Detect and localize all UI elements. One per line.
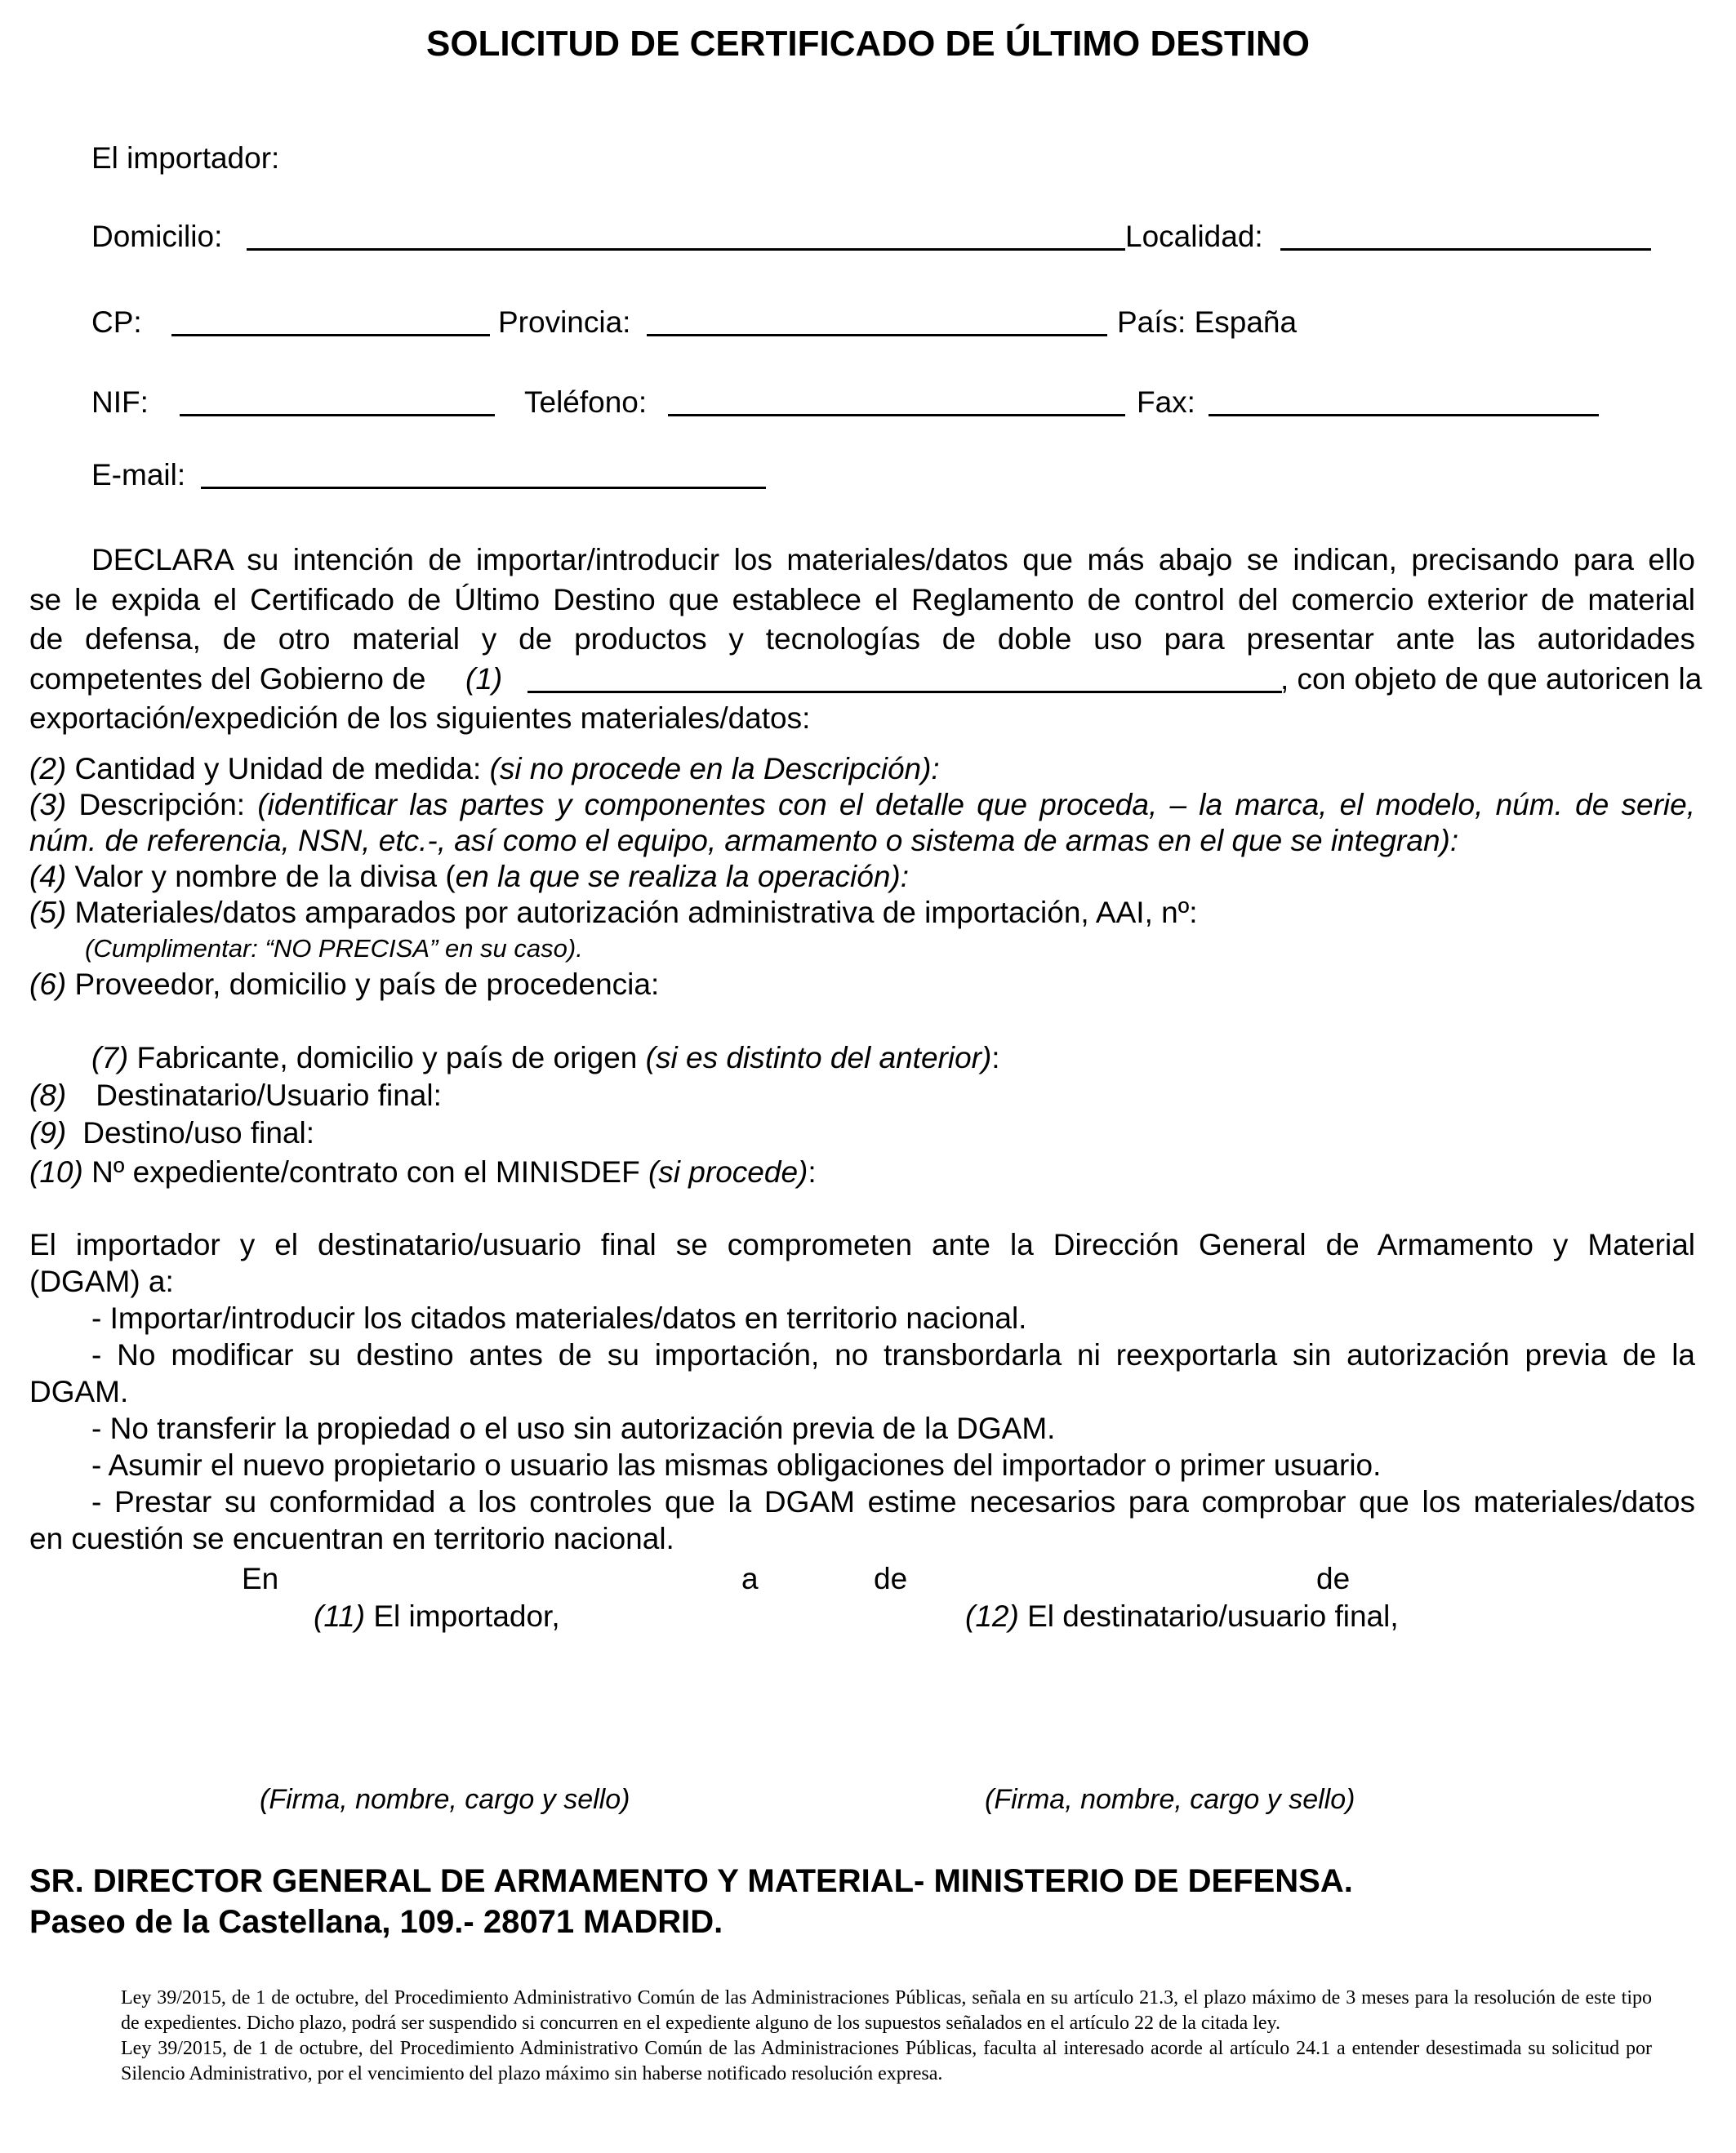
- commitment-intro: El importador y el destinatario/usuario final se comprometen ante la Dirección General de Armamento y Material: [29, 1228, 1695, 1261]
- commitment-1: - Importar/introducir los citados materiales/datos en territorio nacional.: [91, 1301, 1027, 1335]
- item-10: [29, 1154, 817, 1190]
- declaration: [29, 540, 1703, 739]
- commitments: [29, 1226, 1695, 1557]
- signature-label: El importador,: [365, 1599, 560, 1633]
- item-text: Destino/uso final:: [82, 1116, 315, 1150]
- item-colon: :: [991, 1041, 1000, 1074]
- legal-note-1: Ley 39/2015, de 1 de octubre, del Procedimiento Administrativo Común de las Administraciones Públicas, señala en su artículo 21.3, el plazo máximo de 3 meses para la resolución de este tipo de expedientes. Dicho plazo, podrá ser suspendido si concurren en el expediente alguno de los supuestos señalados en el artículo 22 de la citada ley.: [121, 1987, 1652, 2034]
- item-text: Fabricante, domicilio y país de origen: [128, 1041, 646, 1074]
- nif-label: NIF:: [91, 385, 149, 419]
- recipient-signature-label: [965, 1599, 1399, 1635]
- ref-1: (1): [465, 661, 503, 696]
- addressee: SR. DIRECTOR GENERAL DE ARMAMENTO Y MATERIAL- MINISTERIO DE DEFENSA.: [29, 1863, 1353, 1899]
- item-3: [29, 787, 1695, 859]
- item-num: (9): [29, 1116, 67, 1150]
- government-field[interactable]: [527, 691, 1282, 693]
- commitment-2: - No modificar su destino antes de su importación, no transbordarla ni reexportarla sin autorización previa de la: [91, 1338, 1695, 1372]
- legal-note-2: Ley 39/2015, de 1 de octubre, del Procedimiento Administrativo Común de las Administraciones Públicas, faculta al interesado acorde al artículo 24.1 a entender desestimada su solicitud por Silencio Administrativo, por el vencimiento del plazo máximo sin haberse notificado resolución expresa.: [121, 2038, 1652, 2084]
- commitment-intro-cont: (DGAM) a:: [29, 1265, 174, 1298]
- item-num: (10): [29, 1155, 83, 1189]
- item-7: [91, 1040, 1000, 1076]
- provincia-field[interactable]: [647, 334, 1107, 336]
- importer-label: El importador:: [91, 141, 280, 175]
- declaration-line-5: exportación/expedición de los siguientes materiales/datos:: [29, 701, 811, 735]
- commitment-5: - Prestar su conformidad a los controles que la DGAM estime necesarios para comprobar que los materiales/datos: [91, 1485, 1695, 1519]
- date-de-2: de: [1316, 1562, 1351, 1595]
- item-num: (7): [91, 1041, 129, 1074]
- item-text: Materiales/datos amparados por autorización administrativa de importación, AAI, nº:: [66, 896, 1198, 929]
- commitment-4: - Asumir el nuevo propietario o usuario las mismas obligaciones del importador o primer usuario.: [91, 1448, 1382, 1482]
- item-num: (3): [29, 788, 67, 821]
- domicilio-field[interactable]: [247, 248, 1125, 251]
- item-note: núm. de referencia, NSN, etc.-, así como el equipo, armamento o sistema de armas en el que se integran):: [29, 824, 1459, 857]
- declaration-line-1: DECLARA su intención de importar/introducir los materiales/datos que más abajo se indican, precisando para ello: [91, 543, 1695, 576]
- provincia-label: Provincia:: [498, 305, 631, 339]
- domicilio-label: Domicilio:: [91, 220, 223, 253]
- item-4: [29, 859, 909, 895]
- declaration-text: competentes del Gobierno de: [29, 661, 426, 696]
- item-2: [29, 751, 940, 787]
- cp-field[interactable]: [171, 334, 490, 336]
- date-de-1: de: [874, 1562, 908, 1595]
- ref-12: (12): [965, 1599, 1019, 1633]
- declaration-line-2: se le expida el Certificado de Último Destino que establece el Reglamento de control del comercio exterior de material: [29, 582, 1695, 616]
- item-5-note: (Cumplimentar: “NO PRECISA” en su caso).: [85, 934, 583, 963]
- item-num: (2): [29, 752, 67, 785]
- commitment-3: - No transferir la propiedad o el uso sin autorización previa de la DGAM.: [91, 1412, 1056, 1445]
- fax-field[interactable]: [1209, 414, 1599, 416]
- item-num: (4): [29, 860, 67, 893]
- importer-signature-label: [314, 1599, 560, 1635]
- item-note: (si procede): [648, 1155, 808, 1189]
- item-text: Destinatario/Usuario final:: [96, 1079, 442, 1112]
- item-num: (5): [29, 896, 67, 929]
- item-note: en la que se realiza la operación):: [455, 860, 909, 893]
- recipient-signature-note: (Firma, nombre, cargo y sello): [985, 1784, 1355, 1815]
- item-text: Valor y nombre de la divisa (: [66, 860, 456, 893]
- item-num: (8): [29, 1079, 67, 1112]
- item-note: (si no procede en la Descripción):: [489, 752, 940, 785]
- commitment-5-cont: en cuestión se encuentran en territorio nacional.: [29, 1522, 674, 1555]
- address: Paseo de la Castellana, 109.- 28071 MADRID.: [29, 1904, 723, 1940]
- declaration-line-4: [29, 660, 1703, 700]
- date-a: a: [741, 1562, 759, 1595]
- item-5: [29, 895, 1198, 931]
- item-9: [29, 1115, 314, 1151]
- localidad-label: Localidad:: [1125, 220, 1263, 253]
- signature-label: El destinatario/usuario final,: [1018, 1599, 1399, 1633]
- item-text: Descripción:: [66, 788, 258, 821]
- declaration-line-3: de defensa, de otro material y de productos y tecnologías de doble uso para presentar ante las autoridades: [29, 622, 1695, 656]
- ref-11: (11): [314, 1599, 366, 1633]
- nif-field[interactable]: [180, 414, 495, 416]
- item-8: [29, 1078, 442, 1114]
- email-field[interactable]: [201, 487, 766, 489]
- item-colon: :: [808, 1155, 817, 1189]
- item-6: [29, 967, 659, 1003]
- email-label: E-mail:: [91, 458, 186, 492]
- item-note: (identificar las partes y componentes con el detalle que proceda, – la marca, el modelo, núm. de serie,: [257, 788, 1695, 821]
- importer-signature-note: (Firma, nombre, cargo y sello): [260, 1784, 630, 1815]
- telefono-field[interactable]: [668, 414, 1125, 416]
- item-note: (si es distinto del anterior): [645, 1041, 992, 1074]
- pais-label: País: España: [1117, 305, 1298, 339]
- telefono-label: Teléfono:: [524, 385, 648, 419]
- commitment-2-cont: DGAM.: [29, 1375, 129, 1408]
- date-en: En: [242, 1562, 279, 1595]
- item-text: Nº expediente/contrato con el MINISDEF: [82, 1155, 648, 1189]
- declaration-text: , con objeto de que autoricen la: [1280, 661, 1703, 696]
- item-num: (6): [29, 968, 67, 1001]
- item-text: Cantidad y Unidad de medida:: [66, 752, 490, 785]
- localidad-field[interactable]: [1280, 248, 1651, 251]
- cp-label: CP:: [91, 305, 142, 339]
- page-title: SOLICITUD DE CERTIFICADO DE ÚLTIMO DESTINO: [425, 24, 1311, 64]
- fax-label: Fax:: [1137, 385, 1195, 419]
- item-text: Proveedor, domicilio y país de procedencia:: [66, 968, 660, 1001]
